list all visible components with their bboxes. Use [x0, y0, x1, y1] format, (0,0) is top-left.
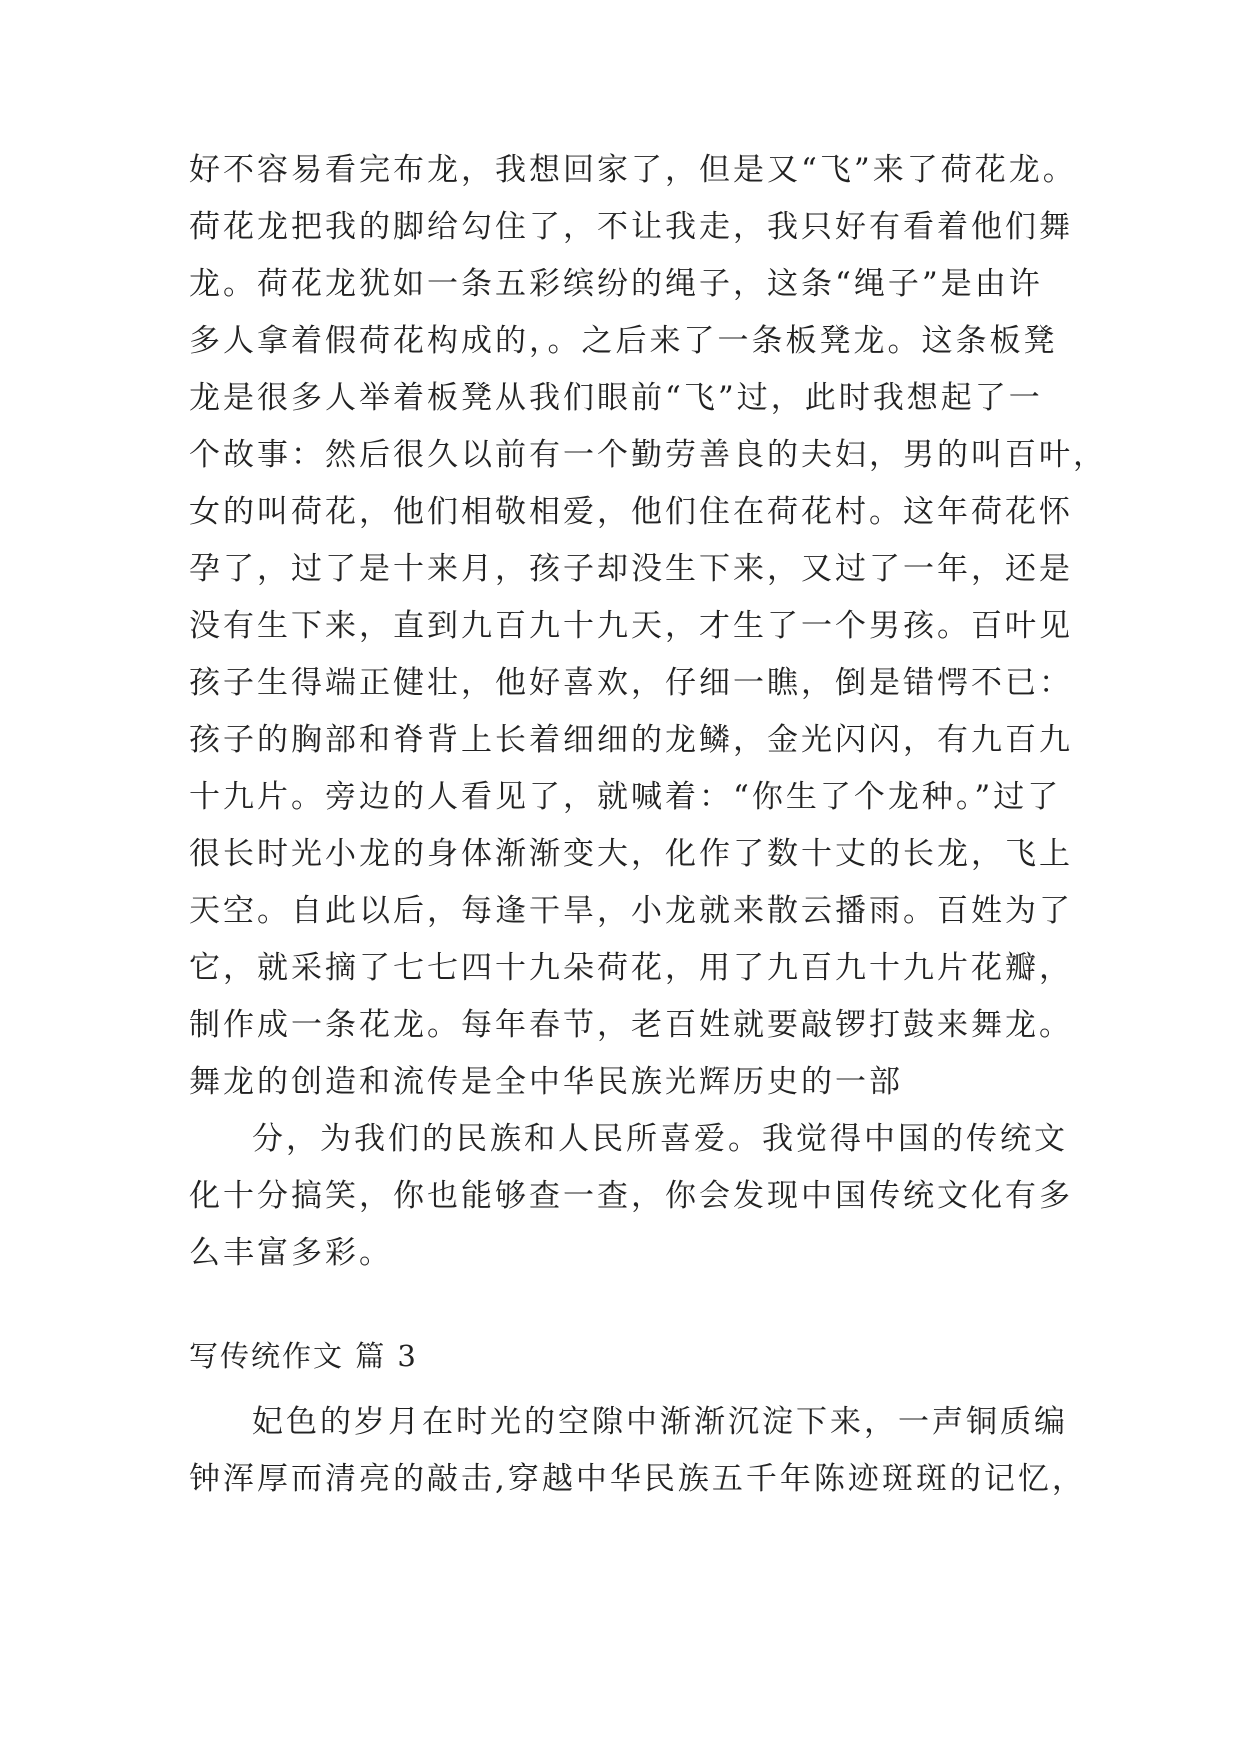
text-line: 很长时光小龙的身体渐渐变大，化作了数十丈的长龙，飞上 [189, 836, 1073, 872]
text-line: 制作成一条花龙。每年春节，老百姓就要敲锣打鼓来舞龙。 [189, 1007, 1073, 1043]
text-line: 孩子生得端正健壮，他好喜欢，仔细一瞧，倒是错愕不已： [189, 665, 1073, 701]
text-line: 钟浑厚而清亮的敲击,穿越中华民族五千年陈迹斑斑的记忆， [189, 1461, 1086, 1497]
text-line: 么丰富多彩。 [189, 1235, 393, 1271]
text-line: 天空。自此以后，每逢干旱，小龙就来散云播雨。百姓为了 [189, 893, 1073, 929]
text-line: 舞龙的创造和流传是全中华民族光辉历史的一部 [189, 1064, 903, 1100]
text-line: 龙。荷花龙犹如一条五彩缤纷的绳子，这条“绳子”是由许 [189, 266, 1043, 302]
text-line: 好不容易看完布龙，我想回家了，但是又“飞”来了荷花龙。 [189, 152, 1077, 188]
text-line: 女的叫荷花，他们相敬相爱，他们住在荷花村。这年荷花怀 [189, 494, 1073, 530]
text-line: 它，就采摘了七七四十九朵荷花，用了九百九十九片花瓣， [189, 950, 1073, 986]
text-line: 化十分搞笑，你也能够查一查，你会发现中国传统文化有多 [189, 1178, 1073, 1214]
text-line: 分，为我们的民族和人民所喜爱。我觉得中国的传统文 [252, 1121, 1068, 1157]
text-line: 没有生下来，直到九百九十九天，才生了一个男孩。百叶见 [189, 608, 1073, 644]
text-line: 妃色的岁月在时光的空隙中渐渐沉淀下来，一声铜质编 [252, 1404, 1068, 1440]
section-heading: 写传统作文 篇 3 [189, 1339, 418, 1373]
text-line: 多人拿着假荷花构成的，。之后来了一条板凳龙。这条板凳 [189, 323, 1058, 359]
text-line: 孩子的胸部和脊背上长着细细的龙鳞，金光闪闪，有九百九 [189, 722, 1073, 758]
text-line: 荷花龙把我的脚给勾住了，不让我走，我只好有看着他们舞 [189, 209, 1073, 245]
text-line: 十九片。旁边的人看见了，就喊着：“你生了个龙种。”过了 [189, 779, 1062, 815]
text-line: 龙是很多人举着板凳从我们眼前“飞”过，此时我想起了一 [189, 380, 1043, 416]
text-line: 个故事：然后很久以前有一个勤劳善良的夫妇，男的叫百叶， [189, 437, 1107, 473]
text-line: 孕了，过了是十来月，孩子却没生下来，又过了一年，还是 [189, 551, 1073, 587]
